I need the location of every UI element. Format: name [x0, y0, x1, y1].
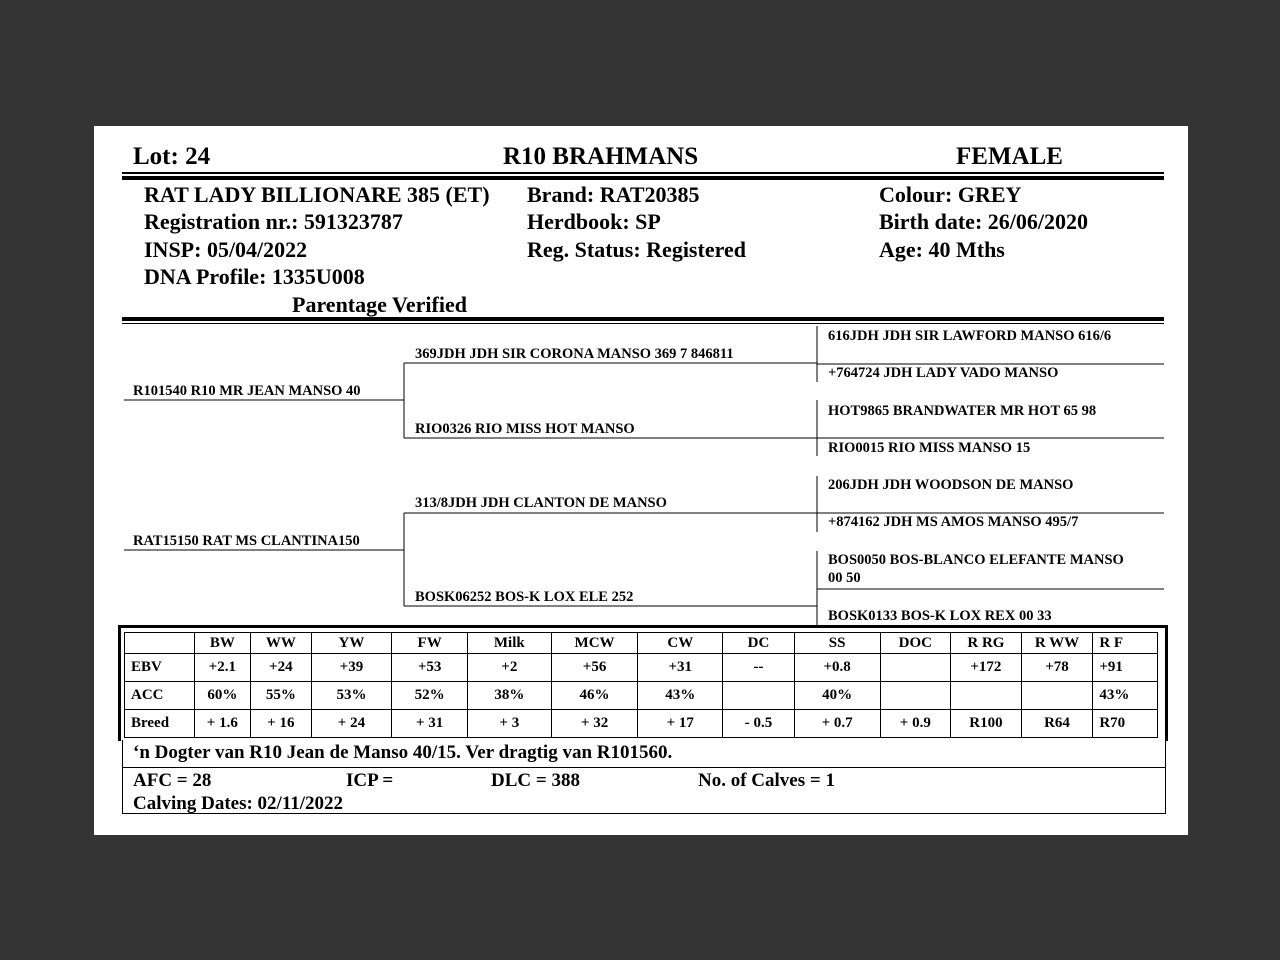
acc-row [125, 682, 1158, 710]
calving-dates: Calving Dates: 02/11/2022 [133, 793, 344, 814]
ebv-cell: +53 [392, 654, 468, 682]
ebv-header-cell: DOC [880, 633, 951, 654]
ebv-cell: +78 [1021, 654, 1093, 682]
pedigree-ssd: +764724 JDH LADY VADO MANSO [828, 365, 1059, 381]
ebv-header-cell: MCW [551, 633, 638, 654]
pedigree-sdd: RIO0015 RIO MISS MANSO 15 [828, 440, 1031, 456]
comment-box [122, 740, 1166, 768]
ebv-header-cell: Milk [467, 633, 551, 654]
ebv-cell: +31 [638, 654, 723, 682]
acc-cell [1021, 682, 1093, 710]
pedigree-sire-dam: RIO0326 RIO MISS HOT MANSO [415, 421, 635, 437]
ebv-header-cell: R RG [951, 633, 1022, 654]
lot-card [94, 126, 1188, 835]
footer-box [122, 768, 1166, 814]
acc-cell: 46% [551, 682, 638, 710]
ebv-row-label: EBV [125, 654, 195, 682]
pedigree-sire: R101540 R10 MR JEAN MANSO 40 [133, 383, 361, 399]
ebv-header-cell: BW [194, 633, 250, 654]
breed-row [125, 710, 1158, 738]
breed-cell: R64 [1021, 710, 1093, 738]
comment-text: ‘n Dogter van R10 Jean de Manso 40/15. Ver dragtig van R101560. [133, 742, 673, 763]
colour: Colour: GREY [879, 182, 1022, 207]
ebv-frame-top [118, 625, 1168, 628]
ebv-cell: +0.8 [794, 654, 880, 682]
ebv-header-cell: R WW [1021, 633, 1093, 654]
pedigree-dsd: +874162 JDH MS AMOS MANSO 495/7 [828, 514, 1079, 530]
ebv-cell: +91 [1093, 654, 1158, 682]
herdbook: Herdbook: SP [527, 209, 661, 234]
dna-profile: DNA Profile: 1335U008 [144, 264, 365, 289]
ebv-cell: +2.1 [194, 654, 250, 682]
acc-cell [723, 682, 795, 710]
ebv-header-cell: YW [311, 633, 392, 654]
acc-cell [880, 682, 951, 710]
animal-name: RAT LADY BILLIONARE 385 (ET) [144, 182, 490, 207]
breed-cell: + 3 [467, 710, 551, 738]
parentage-verified: Parentage Verified [292, 292, 467, 317]
afc: AFC = 28 [133, 770, 212, 791]
ebv-header-cell: CW [638, 633, 723, 654]
number-of-calves: No. of Calves = 1 [698, 770, 835, 791]
pedigree-dds: BOS0050 BOS-BLANCO ELEFANTE MANSO [828, 552, 1124, 568]
ebv-cell: +172 [951, 654, 1022, 682]
breed-cell: + 16 [251, 710, 312, 738]
pedigree-sss: 616JDH JDH SIR LAWFORD MANSO 616/6 [828, 328, 1112, 344]
acc-cell: 43% [1093, 682, 1158, 710]
ebv-header-corner [125, 633, 195, 654]
insp-date: INSP: 05/04/2022 [144, 237, 308, 262]
registration-number: Registration nr.: 591323787 [144, 209, 403, 234]
breed-cell: + 17 [638, 710, 723, 738]
birth-date: Birth date: 26/06/2020 [879, 209, 1088, 234]
breed-cell: - 0.5 [723, 710, 795, 738]
pedigree-sds: HOT9865 BRANDWATER MR HOT 65 98 [828, 403, 1097, 419]
ebv-header-cell: SS [794, 633, 880, 654]
ebv-cell: +56 [551, 654, 638, 682]
breed-cell: + 0.9 [880, 710, 951, 738]
ebv-table [124, 632, 1158, 738]
ebv-header-cell: FW [392, 633, 468, 654]
acc-cell: 55% [251, 682, 312, 710]
acc-cell: 40% [794, 682, 880, 710]
pedigree-dam-dam: BOSK06252 BOS-K LOX ELE 252 [415, 589, 634, 605]
ebv-cell: -- [723, 654, 795, 682]
breed-cell: + 32 [551, 710, 638, 738]
ebv-header-row [125, 633, 1158, 654]
acc-cell [951, 682, 1022, 710]
pedigree-dds-cont: 00 50 [828, 570, 861, 586]
acc-cell: 43% [638, 682, 723, 710]
icp: ICP = [346, 770, 394, 791]
brand: Brand: RAT20385 [527, 182, 700, 207]
acc-row-label: ACC [125, 682, 195, 710]
acc-cell: 60% [194, 682, 250, 710]
pedigree-dss: 206JDH JDH WOODSON DE MANSO [828, 477, 1074, 493]
ebv-cell: +39 [311, 654, 392, 682]
pedigree-dam: RAT15150 RAT MS CLANTINA150 [133, 533, 360, 549]
dlc: DLC = 388 [491, 770, 580, 791]
breed-cell: R70 [1093, 710, 1158, 738]
ebv-row [125, 654, 1158, 682]
reg-status: Reg. Status: Registered [527, 237, 746, 262]
acc-cell: 53% [311, 682, 392, 710]
ebv-frame-left [118, 625, 121, 741]
sex: FEMALE [956, 143, 1063, 170]
acc-cell: 52% [392, 682, 468, 710]
ebv-cell [880, 654, 951, 682]
breed-cell: + 24 [311, 710, 392, 738]
pedigree-dam-sire: 313/8JDH JDH CLANTON DE MANSO [415, 495, 667, 511]
breed-cell: + 1.6 [194, 710, 250, 738]
breeder-name: R10 BRAHMANS [503, 143, 699, 170]
breed-cell: R100 [951, 710, 1022, 738]
age: Age: 40 Mths [879, 237, 1005, 262]
ebv-header-cell: DC [723, 633, 795, 654]
ebv-cell: +2 [467, 654, 551, 682]
breed-row-label: Breed [125, 710, 195, 738]
lot-number: Lot: 24 [133, 143, 211, 170]
ebv-cell: +24 [251, 654, 312, 682]
ebv-header-cell: R F [1093, 633, 1158, 654]
ebv-header-cell: WW [251, 633, 312, 654]
breed-cell: + 0.7 [794, 710, 880, 738]
pedigree-sire-sire: 369JDH JDH SIR CORONA MANSO 369 7 846811 [415, 346, 734, 362]
breed-cell: + 31 [392, 710, 468, 738]
acc-cell: 38% [467, 682, 551, 710]
pedigree-ddd: BOSK0133 BOS-K LOX REX 00 33 [828, 608, 1052, 624]
ebv-frame-right [1165, 625, 1168, 741]
